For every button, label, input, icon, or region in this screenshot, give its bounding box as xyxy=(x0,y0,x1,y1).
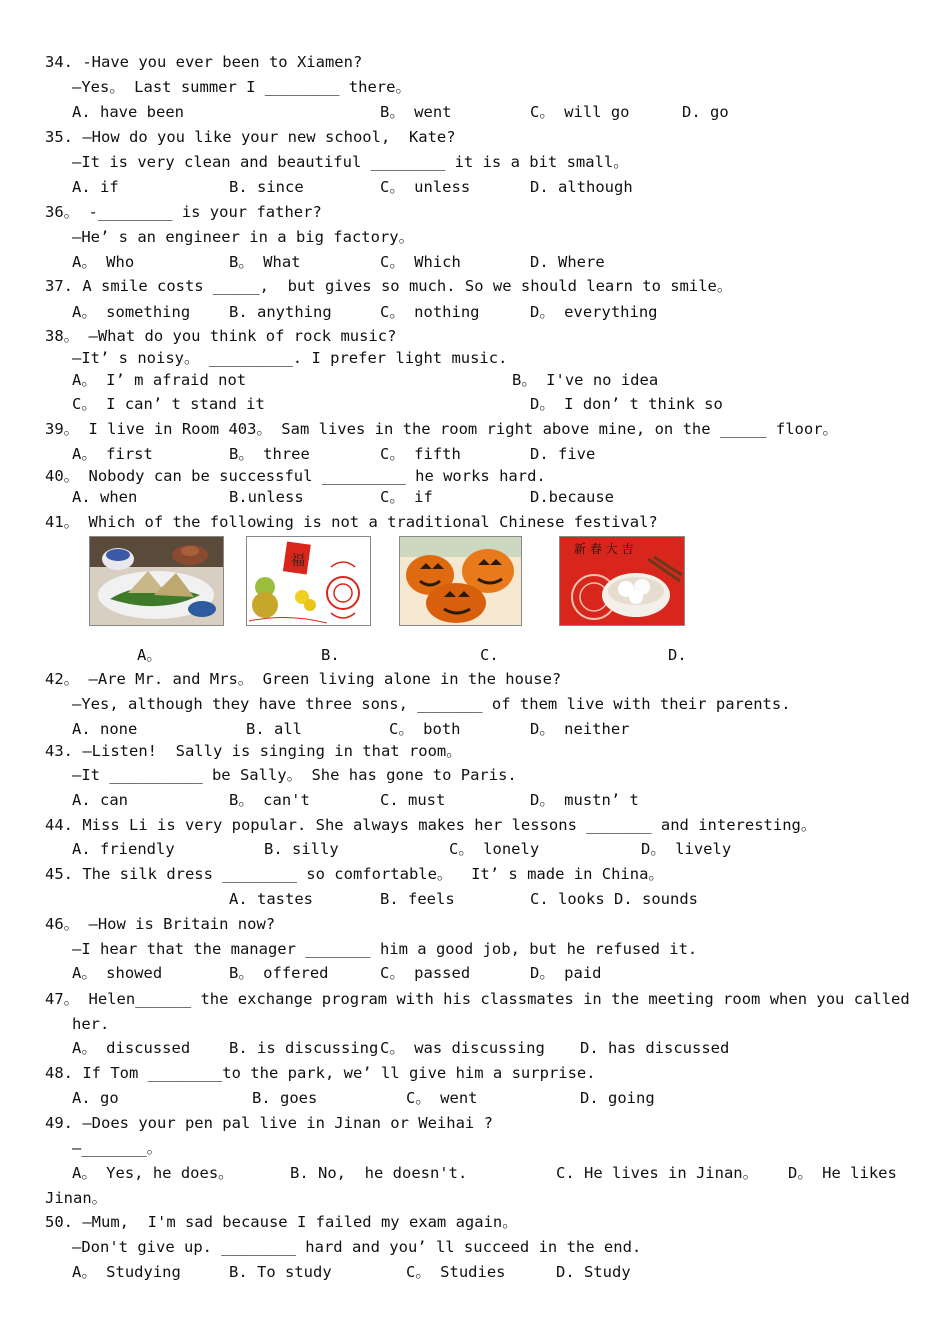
q46-stem: 46。 —How is Britain now? xyxy=(45,915,276,933)
q40-option-b: B.unless xyxy=(229,488,304,506)
q42-option-b: B. all xyxy=(246,720,302,738)
q47-stem: 47。 Helen______ the exchange program with his classmates in the meeting room when you called xyxy=(45,990,910,1008)
q38-reply: —It’ s noisy。 _________. I prefer light music. xyxy=(72,349,508,367)
q48-stem: 48. If Tom ________to the park, we’ ll give him a surprise. xyxy=(45,1064,596,1082)
q46-option-a: A。 showed xyxy=(72,964,163,982)
q50-reply: —Don't give up. ________ hard and you’ ll succeed in the end. xyxy=(72,1238,642,1256)
q36-reply: —He’ s an engineer in a big factory。 xyxy=(72,228,415,246)
q39-option-c: C。 fifth xyxy=(380,445,461,463)
q43-reply: —It __________ be Sally。 She has gone to Paris. xyxy=(72,766,517,784)
q47-stem-continued: her. xyxy=(72,1015,110,1033)
q45-option-d: D. sounds xyxy=(614,890,698,908)
zongzi-plate-image xyxy=(89,536,224,626)
svg-text:新 春 大 吉: 新 春 大 吉 xyxy=(574,542,634,556)
q43-option-a: A. can xyxy=(72,791,128,809)
q49-option-d-wrap: Jinan。 xyxy=(45,1189,108,1207)
q36-option-b: B。 What xyxy=(229,253,301,271)
q34-option-d: D. go xyxy=(682,103,729,121)
q49-reply: —_______。 xyxy=(72,1139,163,1157)
jack-o-lantern-pumpkins-image xyxy=(399,536,522,626)
q48-option-b: B. goes xyxy=(252,1089,318,1107)
q38-option-c: C。 I can’ t stand it xyxy=(72,395,265,413)
q42-stem: 42。 —Are Mr. and Mrs。 Green living alone in the house? xyxy=(45,670,562,688)
q37-stem: 37. A smile costs _____, but gives so much. So we should learn to smile。 xyxy=(45,277,733,295)
tangyuan-bowl-image xyxy=(559,536,685,626)
svg-text:福: 福 xyxy=(291,553,305,569)
q36-stem: 36。 -________ is your father? xyxy=(45,203,322,221)
q37-option-b: B. anything xyxy=(229,303,332,321)
q37-option-d: D。 everything xyxy=(530,303,658,321)
q42-option-c: C。 both xyxy=(389,720,461,738)
q40-stem: 40。 Nobody can be successful _________ he works hard. xyxy=(45,467,546,485)
q34-option-c: C。 will go xyxy=(530,103,630,121)
q38-option-a: A。 I’ m afraid not xyxy=(72,371,247,389)
q50-option-b: B. To study xyxy=(229,1263,332,1281)
q35-option-d: D. although xyxy=(530,178,633,196)
q47-option-a: A。 discussed xyxy=(72,1039,191,1057)
q42-option-a: A. none xyxy=(72,720,138,738)
q45-option-c: C. looks xyxy=(530,890,605,908)
q46-reply: —I hear that the manager _______ him a good job, but he refused it. xyxy=(72,940,698,958)
q37-option-a: A。 something xyxy=(72,303,191,321)
q48-option-d: D. going xyxy=(580,1089,655,1107)
q43-stem: 43. —Listen! Sally is singing in that room。 xyxy=(45,742,462,760)
q47-option-c: C。 was discussing xyxy=(380,1039,545,1057)
q36-option-d: D. Where xyxy=(530,253,605,271)
q46-option-d: D。 paid xyxy=(530,964,602,982)
q47-option-b: B. is discussing xyxy=(229,1039,379,1057)
q39-option-b: B。 three xyxy=(229,445,310,463)
q37-option-c: C。 nothing xyxy=(380,303,480,321)
q49-stem: 49. —Does your pen pal live in Jinan or Weihai ? xyxy=(45,1114,493,1132)
q40-option-c: C。 if xyxy=(380,488,433,506)
q50-option-a: A。 Studying xyxy=(72,1263,181,1281)
q35-reply: —It is very clean and beautiful ________ it is a bit small。 xyxy=(72,153,629,171)
q49-option-c: C. He lives in Jinan。 xyxy=(556,1164,759,1182)
q36-option-a: A。 Who xyxy=(72,253,135,271)
q42-option-d: D。 neither xyxy=(530,720,630,738)
q48-option-c: C。 went xyxy=(406,1089,478,1107)
q45-option-a: A. tastes xyxy=(229,890,313,908)
q49-option-d: D。 He likes xyxy=(788,1164,897,1182)
q48-option-a: A. go xyxy=(72,1089,119,1107)
q44-stem: 44. Miss Li is very popular. She always makes her lessons _______ and interesting。 xyxy=(45,816,817,834)
q47-option-d: D. has discussed xyxy=(580,1039,730,1057)
q49-option-a: A。 Yes, he does。 xyxy=(72,1164,234,1182)
q34-reply: —Yes。 Last summer I ________ there。 xyxy=(72,78,411,96)
q45-option-b: B. feels xyxy=(380,890,455,908)
q38-option-d: D。 I don’ t think so xyxy=(530,395,723,413)
q34-option-b: B。 went xyxy=(380,103,452,121)
q41-stem: 41。 Which of the following is not a traditional Chinese festival? xyxy=(45,513,658,531)
q50-stem: 50. —Mum, I'm sad because I failed my exam again。 xyxy=(45,1213,518,1231)
spring-festival-decoration-image xyxy=(246,536,371,626)
q41-option-a: A。 xyxy=(137,646,162,664)
q44-option-c: C。 lonely xyxy=(449,840,540,858)
q40-option-d: D.because xyxy=(530,488,614,506)
q38-stem: 38。 —What do you think of rock music? xyxy=(45,327,397,345)
q46-option-b: B。 offered xyxy=(229,964,329,982)
q44-option-b: B. silly xyxy=(264,840,339,858)
q46-option-c: C。 passed xyxy=(380,964,471,982)
q35-stem: 35. —How do you like your new school, Kate? xyxy=(45,128,456,146)
q50-option-d: D. Study xyxy=(556,1263,631,1281)
q38-option-b: B。 I've no idea xyxy=(512,371,659,389)
q35-option-a: A. if xyxy=(72,178,119,196)
q43-option-c: C. must xyxy=(380,791,446,809)
q42-reply: —Yes, although they have three sons, _______ of them live with their parents. xyxy=(72,695,791,713)
q35-option-b: B. since xyxy=(229,178,304,196)
q34-stem: 34. -Have you ever been to Xiamen? xyxy=(45,53,363,71)
q49-option-b: B. No, he doesn't. xyxy=(290,1164,468,1182)
q36-option-c: C。 Which xyxy=(380,253,461,271)
q34-option-a: A. have been xyxy=(72,103,184,121)
q39-option-a: A。 first xyxy=(72,445,153,463)
q45-stem: 45. The silk dress ________ so comfortable。 It’ s made in China。 xyxy=(45,865,664,883)
q44-option-a: A. friendly xyxy=(72,840,175,858)
q43-option-b: B。 can't xyxy=(229,791,310,809)
q40-option-a: A. when xyxy=(72,488,138,506)
q41-option-c: C. xyxy=(480,646,499,664)
q41-option-d: D. xyxy=(668,646,687,664)
q43-option-d: D。 mustn’ t xyxy=(530,791,639,809)
q35-option-c: C。 unless xyxy=(380,178,471,196)
q44-option-d: D。 lively xyxy=(641,840,732,858)
q39-option-d: D. five xyxy=(530,445,596,463)
q41-option-b: B. xyxy=(321,646,340,664)
q50-option-c: C。 Studies xyxy=(406,1263,506,1281)
q39-stem: 39。 I live in Room 403。 Sam lives in the room right above mine, on the _____ floor。 xyxy=(45,420,839,438)
